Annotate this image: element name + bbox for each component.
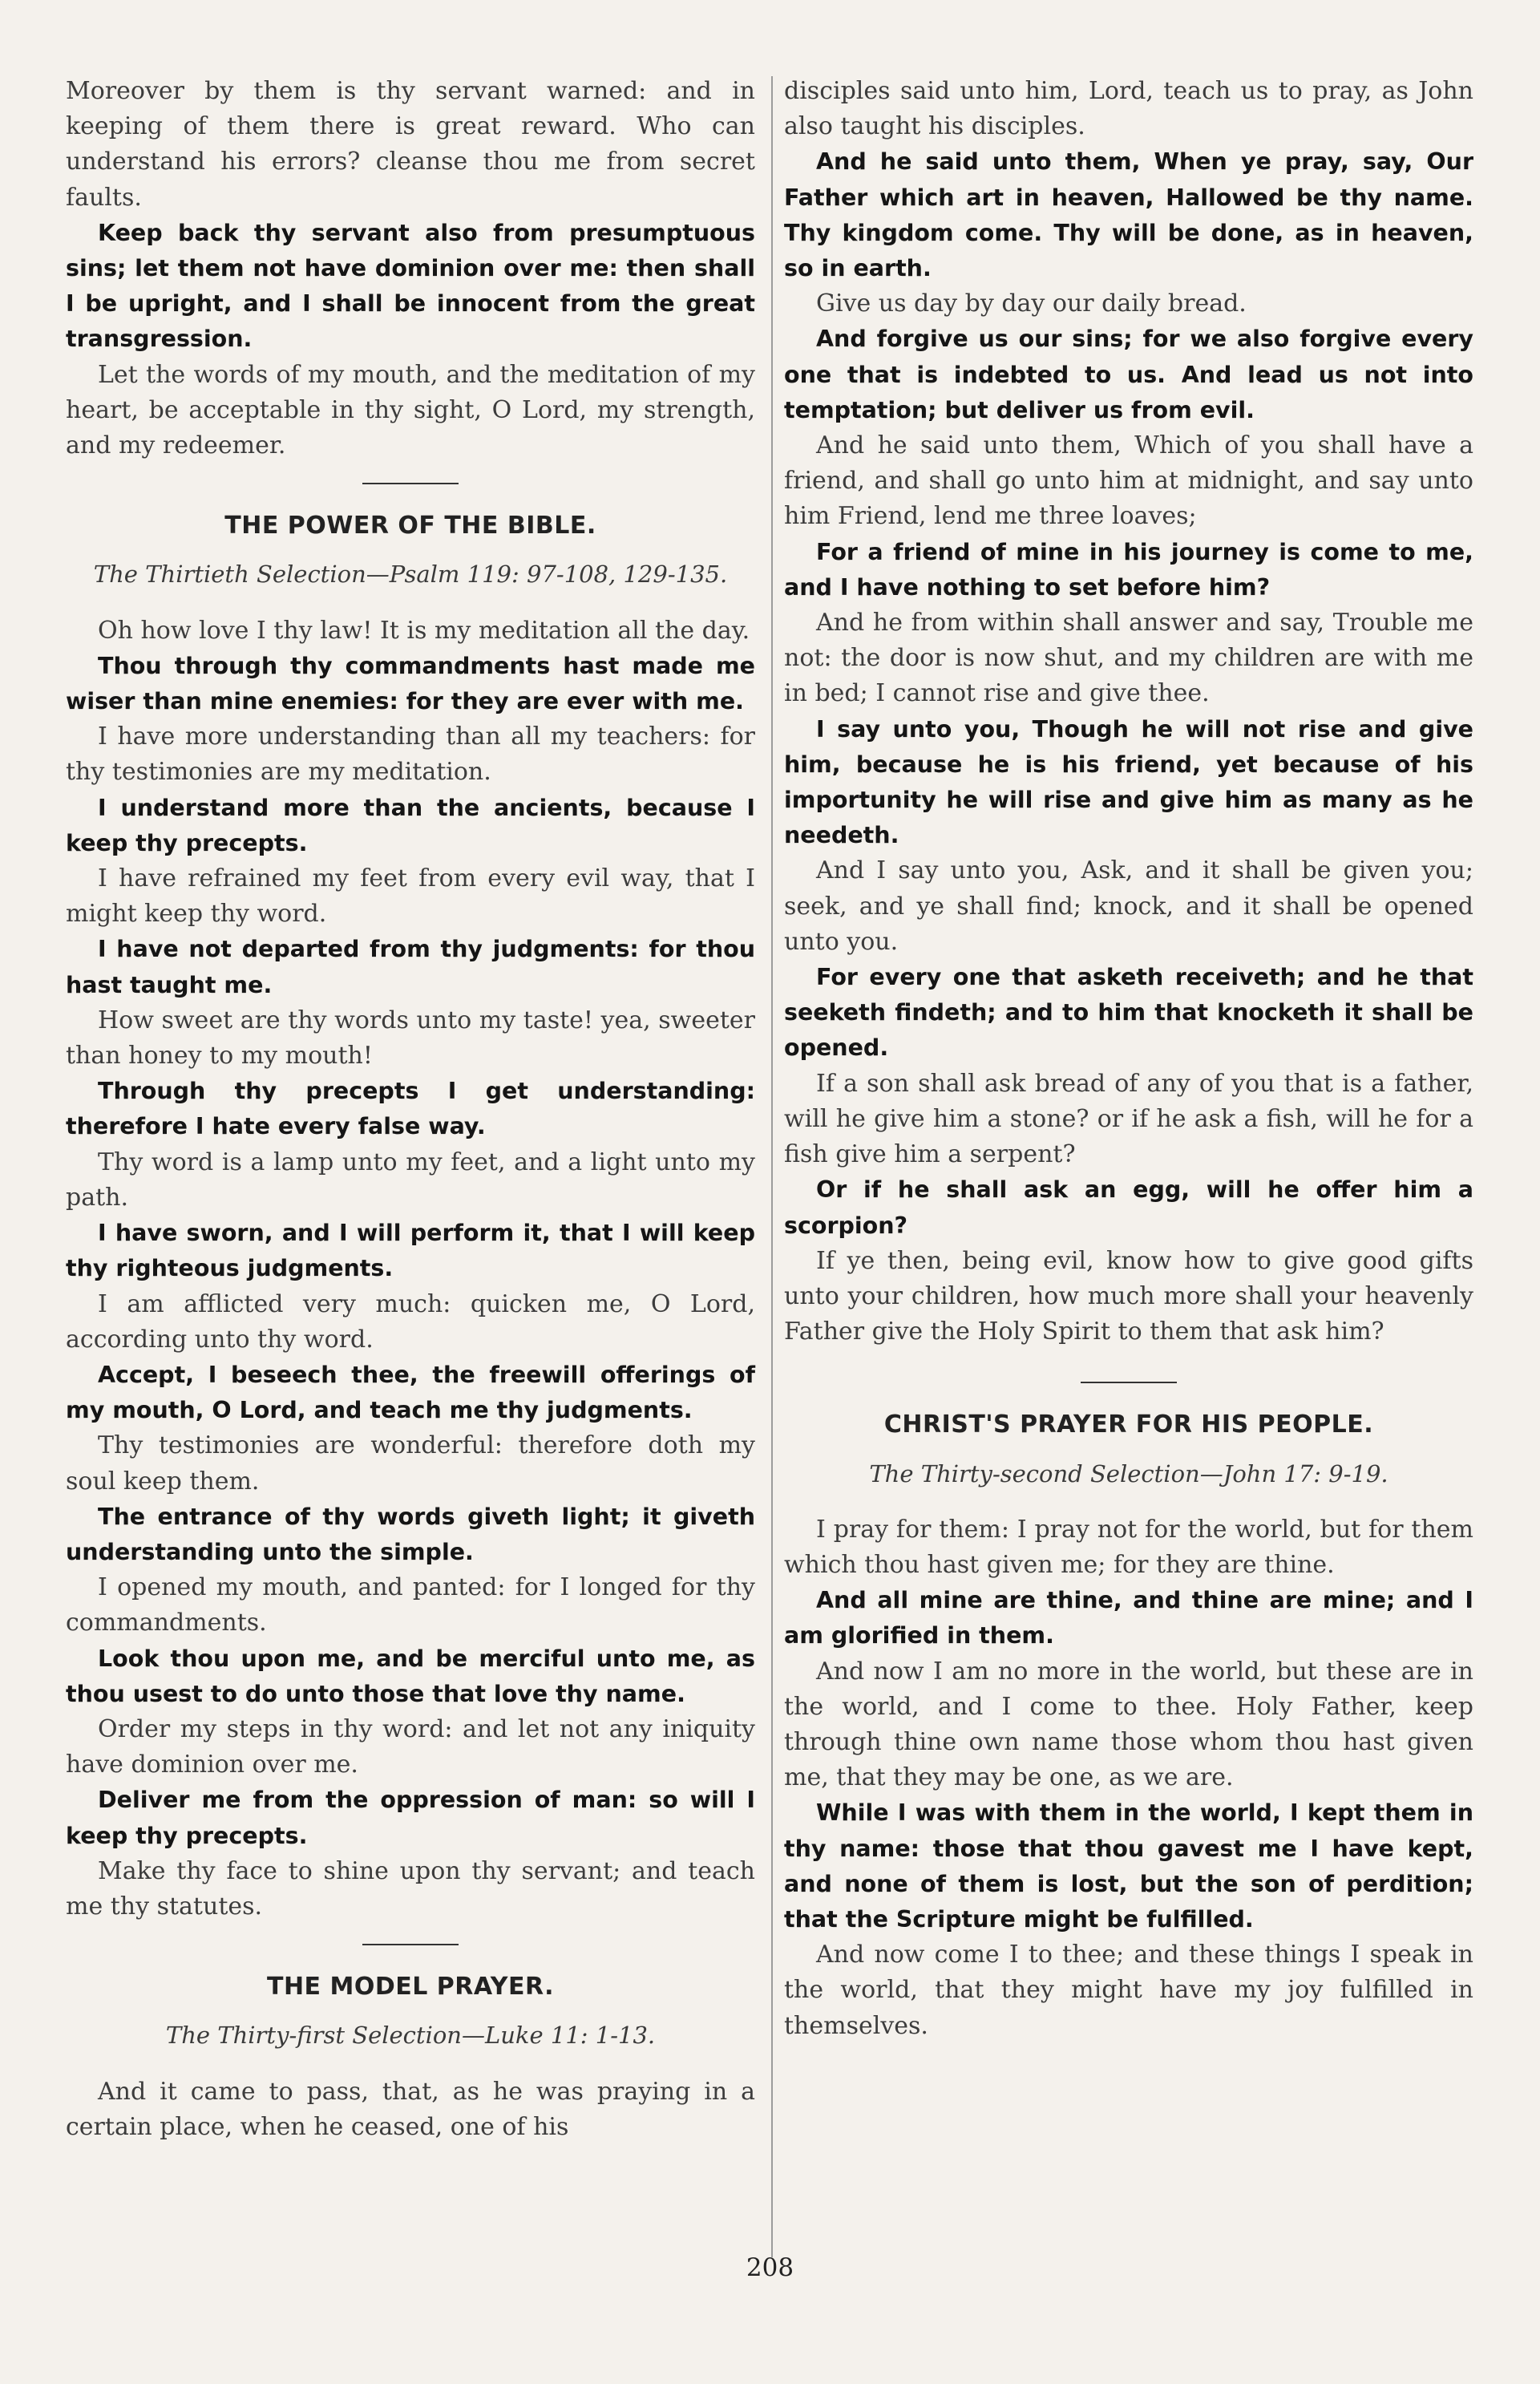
reading-verse: Thy testimonies are wonderful: therefore doth my soul keep them. bbox=[66, 1431, 755, 1496]
section-heading-power-of-the-bible: THE POWER OF THE BIBLE. bbox=[224, 512, 596, 540]
reading-verse: Thy word is a lamp unto my feet, and a light unto my path. bbox=[66, 1147, 755, 1212]
reading-verse: I am afflicted very much: quicken me, O Lord, according unto thy word. bbox=[66, 1289, 755, 1354]
reading-verse: And I say unto you, Ask, and it shall be given you; seek, and ye shall find; knock, and it shall be opened unto you. bbox=[784, 856, 1473, 956]
responsive-verse: I understand more than the ancients, because I keep thy precepts. bbox=[66, 794, 755, 856]
reading-verse: Moreover by them is thy servant warned: and in keeping of them there is great reward. Who can understand his errors? cleanse thou me from secret faults. bbox=[66, 77, 755, 212]
reading-verse: And now come I to thee; and these things I speak in the world, that they might have my joy fulfilled in themselves. bbox=[784, 1941, 1473, 2040]
section-divider bbox=[362, 1944, 459, 1945]
responsive-verse: Deliver me from the oppression of man: so will I keep thy precepts. bbox=[66, 1787, 755, 1849]
left-column bbox=[66, 74, 755, 2145]
reading-verse: Make thy face to shine upon thy servant; and teach me thy statutes. bbox=[66, 1856, 755, 1921]
responsive-verse: For every one that asketh receiveth; and he that seeketh findeth; and to him that knocketh it shall be opened. bbox=[784, 964, 1473, 1062]
responsive-verse: While I was with them in the world, I kept them in thy name: those that thou gavest me I have kept, and none of them is lost, but the son of perdition; that the Scripture might be fulfilled. bbox=[784, 1799, 1473, 1933]
responsive-verse: For a friend of mine in his journey is come to me, and I have nothing to set before him? bbox=[784, 538, 1473, 601]
reading-verse: I have more understanding than all my teachers: for thy testimonies are my meditation. bbox=[66, 722, 755, 787]
reading-verse: And he said unto them, Which of you shall have a friend, and shall go unto him at midnight, and say unto him Friend, lend me three loaves; bbox=[784, 431, 1473, 531]
responsive-verse: I say unto you, Though he will not rise and give him, because he is his friend, yet because of his importunity he will rise and give him as many as he needeth. bbox=[784, 715, 1473, 849]
responsive-verse: I have sworn, and I will perform it, that I will keep thy righteous judgments. bbox=[66, 1220, 755, 1282]
reading-verse: I pray for them: I pray not for the world, but for them which thou hast given me; for they are thine. bbox=[784, 1515, 1473, 1579]
reading-verse: disciples said unto him, Lord, teach us to pray, as John also taught his disciples. bbox=[784, 77, 1473, 141]
reading-verse: If ye then, being evil, know how to give good gifts unto your children, how much more shall your heavenly Father give the Holy Spirit to them that ask him? bbox=[784, 1246, 1473, 1346]
responsive-verse: Thou through thy commandments hast made me wiser than mine enemies: for they are ever with me. bbox=[66, 652, 755, 715]
reading-verse: Let the words of my mouth, and the meditation of my heart, be acceptable in thy sight, O Lord, my strength, and my redeemer. bbox=[66, 360, 755, 460]
column-divider bbox=[771, 76, 773, 2257]
reading-verse: If a son shall ask bread of any of you that is a father, will he give him a stone? or if he ask a fish, will he for a fish give him a serpent? bbox=[784, 1069, 1473, 1169]
section-heading-model-prayer: THE MODEL PRAYER. bbox=[266, 1973, 555, 2002]
reading-verse: And he from within shall answer and say, Trouble me not: the door is now shut, and my children are with me in bed; I cannot rise and give thee. bbox=[784, 609, 1473, 708]
responsive-verse: I have not departed from thy judgments: for thou hast taught me. bbox=[66, 936, 755, 998]
section-heading-christs-prayer: CHRIST'S PRAYER FOR HIS PEOPLE. bbox=[883, 1411, 1374, 1439]
section-model-paragraphs bbox=[66, 2074, 755, 2145]
responsive-verse: Look thou upon me, and be merciful unto me, as thou usest to do unto those that love thy name. bbox=[66, 1645, 755, 1707]
responsive-verse: And all mine are thine, and thine are mine; and I am glorified in them. bbox=[784, 1587, 1473, 1649]
intro-paragraphs bbox=[66, 74, 755, 463]
section-power-paragraphs bbox=[66, 613, 755, 1925]
selection-reference-thirty-first: The Thirty-first Selection—Luke 11: 1-13. bbox=[165, 2022, 656, 2050]
reading-verse: And now I am no more in the world, but these are in the world, and I come to thee. Holy Father, keep through thine own name those whom thou hast given me, that they may be one, as we are. bbox=[784, 1657, 1473, 1792]
section-divider bbox=[362, 483, 459, 484]
reading-verse: I have refrained my feet from every evil way, that I might keep thy word. bbox=[66, 864, 755, 929]
responsive-verse: Through thy precepts I get understanding: therefore I hate every false way. bbox=[66, 1078, 755, 1140]
responsive-verse: Accept, I beseech thee, the freewill offerings of my mouth, O Lord, and teach me thy judgments. bbox=[66, 1361, 755, 1424]
reading-verse: Order my steps in thy word: and let not any iniquity have dominion over me. bbox=[66, 1714, 755, 1779]
reading-verse: And it came to pass, that, as he was praying in a certain place, when he ceased, one of his bbox=[66, 2077, 755, 2141]
section-divider bbox=[1081, 1382, 1177, 1383]
section-christ-paragraphs bbox=[784, 1512, 1473, 2044]
selection-reference-thirtieth: The Thirtieth Selection—Psalm 119: 97-108, 129-135. bbox=[93, 561, 728, 589]
responsive-verse: Keep back thy servant also from presumptuous sins; let them not have dominion over me: then shall I be upright, and I shall be innocent from the great transgression. bbox=[66, 219, 755, 353]
reading-verse: Give us day by day our daily bread. bbox=[816, 289, 1247, 318]
responsive-verse: The entrance of thy words giveth light; it giveth understanding unto the simple. bbox=[66, 1503, 755, 1565]
reading-verse: How sweet are thy words unto my taste! yea, sweeter than honey to my mouth! bbox=[66, 1006, 755, 1071]
selection-reference-thirty-second: The Thirty-second Selection—John 17: 9-19. bbox=[869, 1459, 1388, 1487]
reading-verse: Oh how love I thy law! It is my meditation all the day. bbox=[98, 616, 750, 645]
right-column bbox=[784, 74, 1473, 2044]
responsive-verse: And forgive us our sins; for we also forgive every one that is indebted to us. And lead us not into temptation; but deliver us from evil. bbox=[784, 326, 1473, 423]
responsive-verse: Or if he shall ask an egg, will he offer him a scorpion? bbox=[784, 1176, 1473, 1239]
responsive-verse: And he said unto them, When ye pray, say, Our Father which art in heaven, Hallowed be thy name. Thy kingdom come. Thy will be done, as in heaven, so in earth. bbox=[784, 148, 1473, 282]
page-number: 208 bbox=[746, 2253, 794, 2282]
continued-paragraphs bbox=[784, 74, 1473, 1350]
reading-verse: I opened my mouth, and panted: for I longed for thy commandments. bbox=[66, 1573, 755, 1637]
